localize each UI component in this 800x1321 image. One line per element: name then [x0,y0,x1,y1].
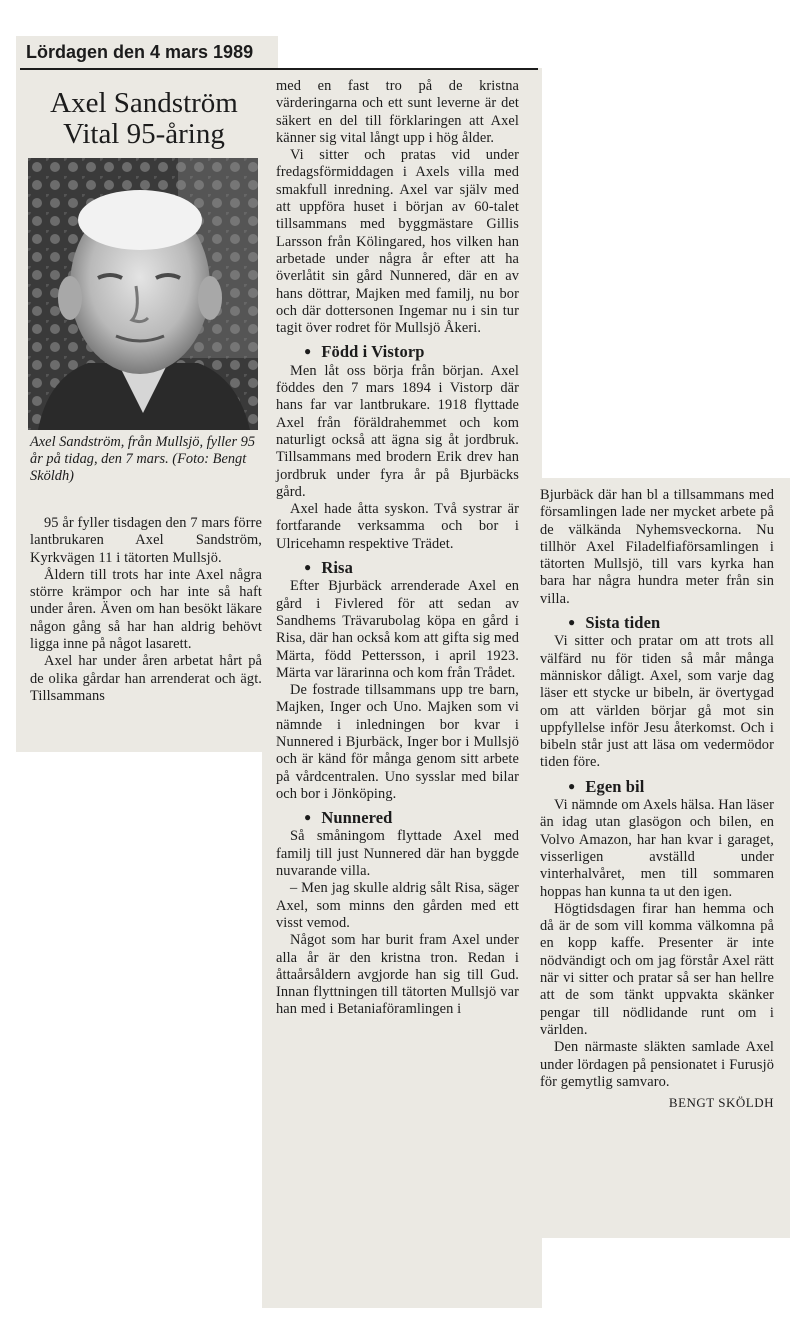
portrait-photo [28,158,258,430]
bullet-icon: ● [304,560,312,575]
subheading-label: Nunnered [321,808,393,828]
subheading-label: Född i Vistorp [321,342,425,362]
paragraph: med en fast tro på de kristna värderingarna och ett sunt leverne är det säkert en del till förklaringen att Axel känner sig vital långt upp i hög ålder. [276,78,519,146]
subheading-sista [568,614,774,631]
column-3 [540,487,774,1111]
subheading-fodd [304,343,519,360]
paragraph: Högtidsdagen firar han hemma och då är de som vill komma välkomna på en kopp kaffe. Presenter är inte nödvändigt och om jag förstår Axel rätt när vi sitter och pratar så ser han hellre att de som tänkt uppvakta skänker pengar till nödlidande runt om i världen. [540,900,774,1038]
paragraph: De fostrade tillsammans upp tre barn, Majken, Inger och Uno. Majken som vi nämnde i inledningen bor kvar i Nunnered i Bjurbäck, Inger bor i Mullsjö och är känd för många genom sitt arbete på vårdcentralen. Uno sysslar med bilar och bor i Jönköping. [276,682,519,802]
paragraph: – Men jag skulle aldrig sålt Risa, säger Axel, som minns den gården med ett visst vemod. [276,880,519,931]
subheading-egen [568,778,774,795]
date-header: Lördagen den 4 mars 1989 [26,42,254,62]
paragraph: Vi nämnde om Axels hälsa. Han läser än idag utan glasögon och bilen, en Volvo Amazon, har han kvar i garaget, visserligen avställd under vinterhalvåret, men till sommaren hoppas han kunna ta ut den igen. [540,797,774,900]
paragraph: Något som har burit fram Axel under alla år är den kristna tron. Redan i åttaårsåldern avgjorde han sig till Gud. Innan flyttningen till tätorten Mullsjö var han med i Betaniaföramlingen i [276,932,519,1018]
headline-line-1: Axel Sandström [50,87,238,119]
paragraph: Den närmaste släkten samlade Axel under lördagen på pensionatet i Furusjö för gemytlig samvaro. [540,1039,774,1090]
bullet-icon: ● [304,810,312,825]
paragraph: Axel hade åtta syskon. Två systrar är fortfarande verksamma och bor i Ulricehamn respektive Trädet. [276,501,519,552]
subheading-nunnered [304,809,519,826]
paragraph: Axel har under åren arbetat hårt på de olika gårdar han arrenderat och ägt. Tillsammans [30,653,262,704]
subheading-label: Egen bil [585,776,645,796]
header-rule [20,68,538,70]
paragraph: Vi sitter och pratar om att trots all välfärd nu för tiden så mår många människor dåligt. Axel, som varje dag läser ett stycke ur bibeln, är övertygad om att världen börjar gå mot sin uppfyllelse inför Jesu återkomst. Och i bibeln står just att läsa om vedermödor tiden före. [540,633,774,771]
subheading-label: Risa [321,558,353,578]
bullet-icon: ● [568,778,576,793]
paragraph: Vi sitter och pratas vid under fredagsförmiddagen i Axels villa med smakfull inredning. Axel var själv med att uppföra huset i början av 60-talet tillsammans med byggmästare Gillis Larsson från Kölingared, hos vilken han arbetade under några år efter att ha överlåtit sin gård Nunnered, där en av hans döttrar, Majken med familj, nu bor och där dottersonen Ingemar nu i sin tur tagit över rodret för Mullsjö Åkeri. [276,147,519,337]
column-1 [30,515,262,705]
photo-caption: Axel Sandström, från Mullsjö, fyller 95 år på tidag, den 7 mars. (Foto: Bengt Sköldh) [30,434,256,484]
column-2 [276,78,519,1019]
paragraph: Bjurbäck där han bl a tillsammans med församlingen lade ner mycket arbete på de välkända Nyhemsveckorna. Nu tillhör Axel Filadelfiaförsamlingen i tätorten Mullsjö, till vars kyrka han bara har några hundra meter från sin villa. [540,487,774,607]
paragraph: Men låt oss börja från början. Axel föddes den 7 mars 1894 i Vistorp där hans far var lantbrukare. 1918 flyttade Axel från föräldrahemmet och kom naturligt också att ägna sig åt jordbruk. Tillsammans med brodern Erik drev han jordbruk under fyra år på Bjurbäcks gård. [276,362,519,500]
bullet-icon: ● [568,615,576,630]
bullet-icon: ● [304,344,312,359]
paragraph: Efter Bjurbäck arrenderade Axel en gård i Fivlered för att sedan av Sandhems Trävarubolag köpa en gård i Risa, där han också kom att gifta sig med Märta, född Pettersson, i april 1923. Märta var lärarinna och kom från Trådet. [276,578,519,681]
paragraph: Så småningom flyttade Axel med familj till just Nunnered där han byggde nuvarande villa. [276,828,519,880]
paragraph: 95 år fyller tisdagen den 7 mars förre lantbrukaren Axel Sandström, Kyrkvägen 11 i tätorten Mullsjö. [30,515,262,566]
headline [20,88,268,150]
byline: BENGT SKÖLDH [668,1095,774,1111]
subheading-risa [304,559,519,576]
paragraph: Åldern till trots har inte Axel några större krämpor och har inte så haft under åren. Även om han besökt läkare någon gång så har han aldrig behövt ligga inne på något lasarett. [30,566,262,653]
headline-line-2: Vital 95-åring [63,118,225,150]
subheading-label: Sista tiden [585,613,661,633]
